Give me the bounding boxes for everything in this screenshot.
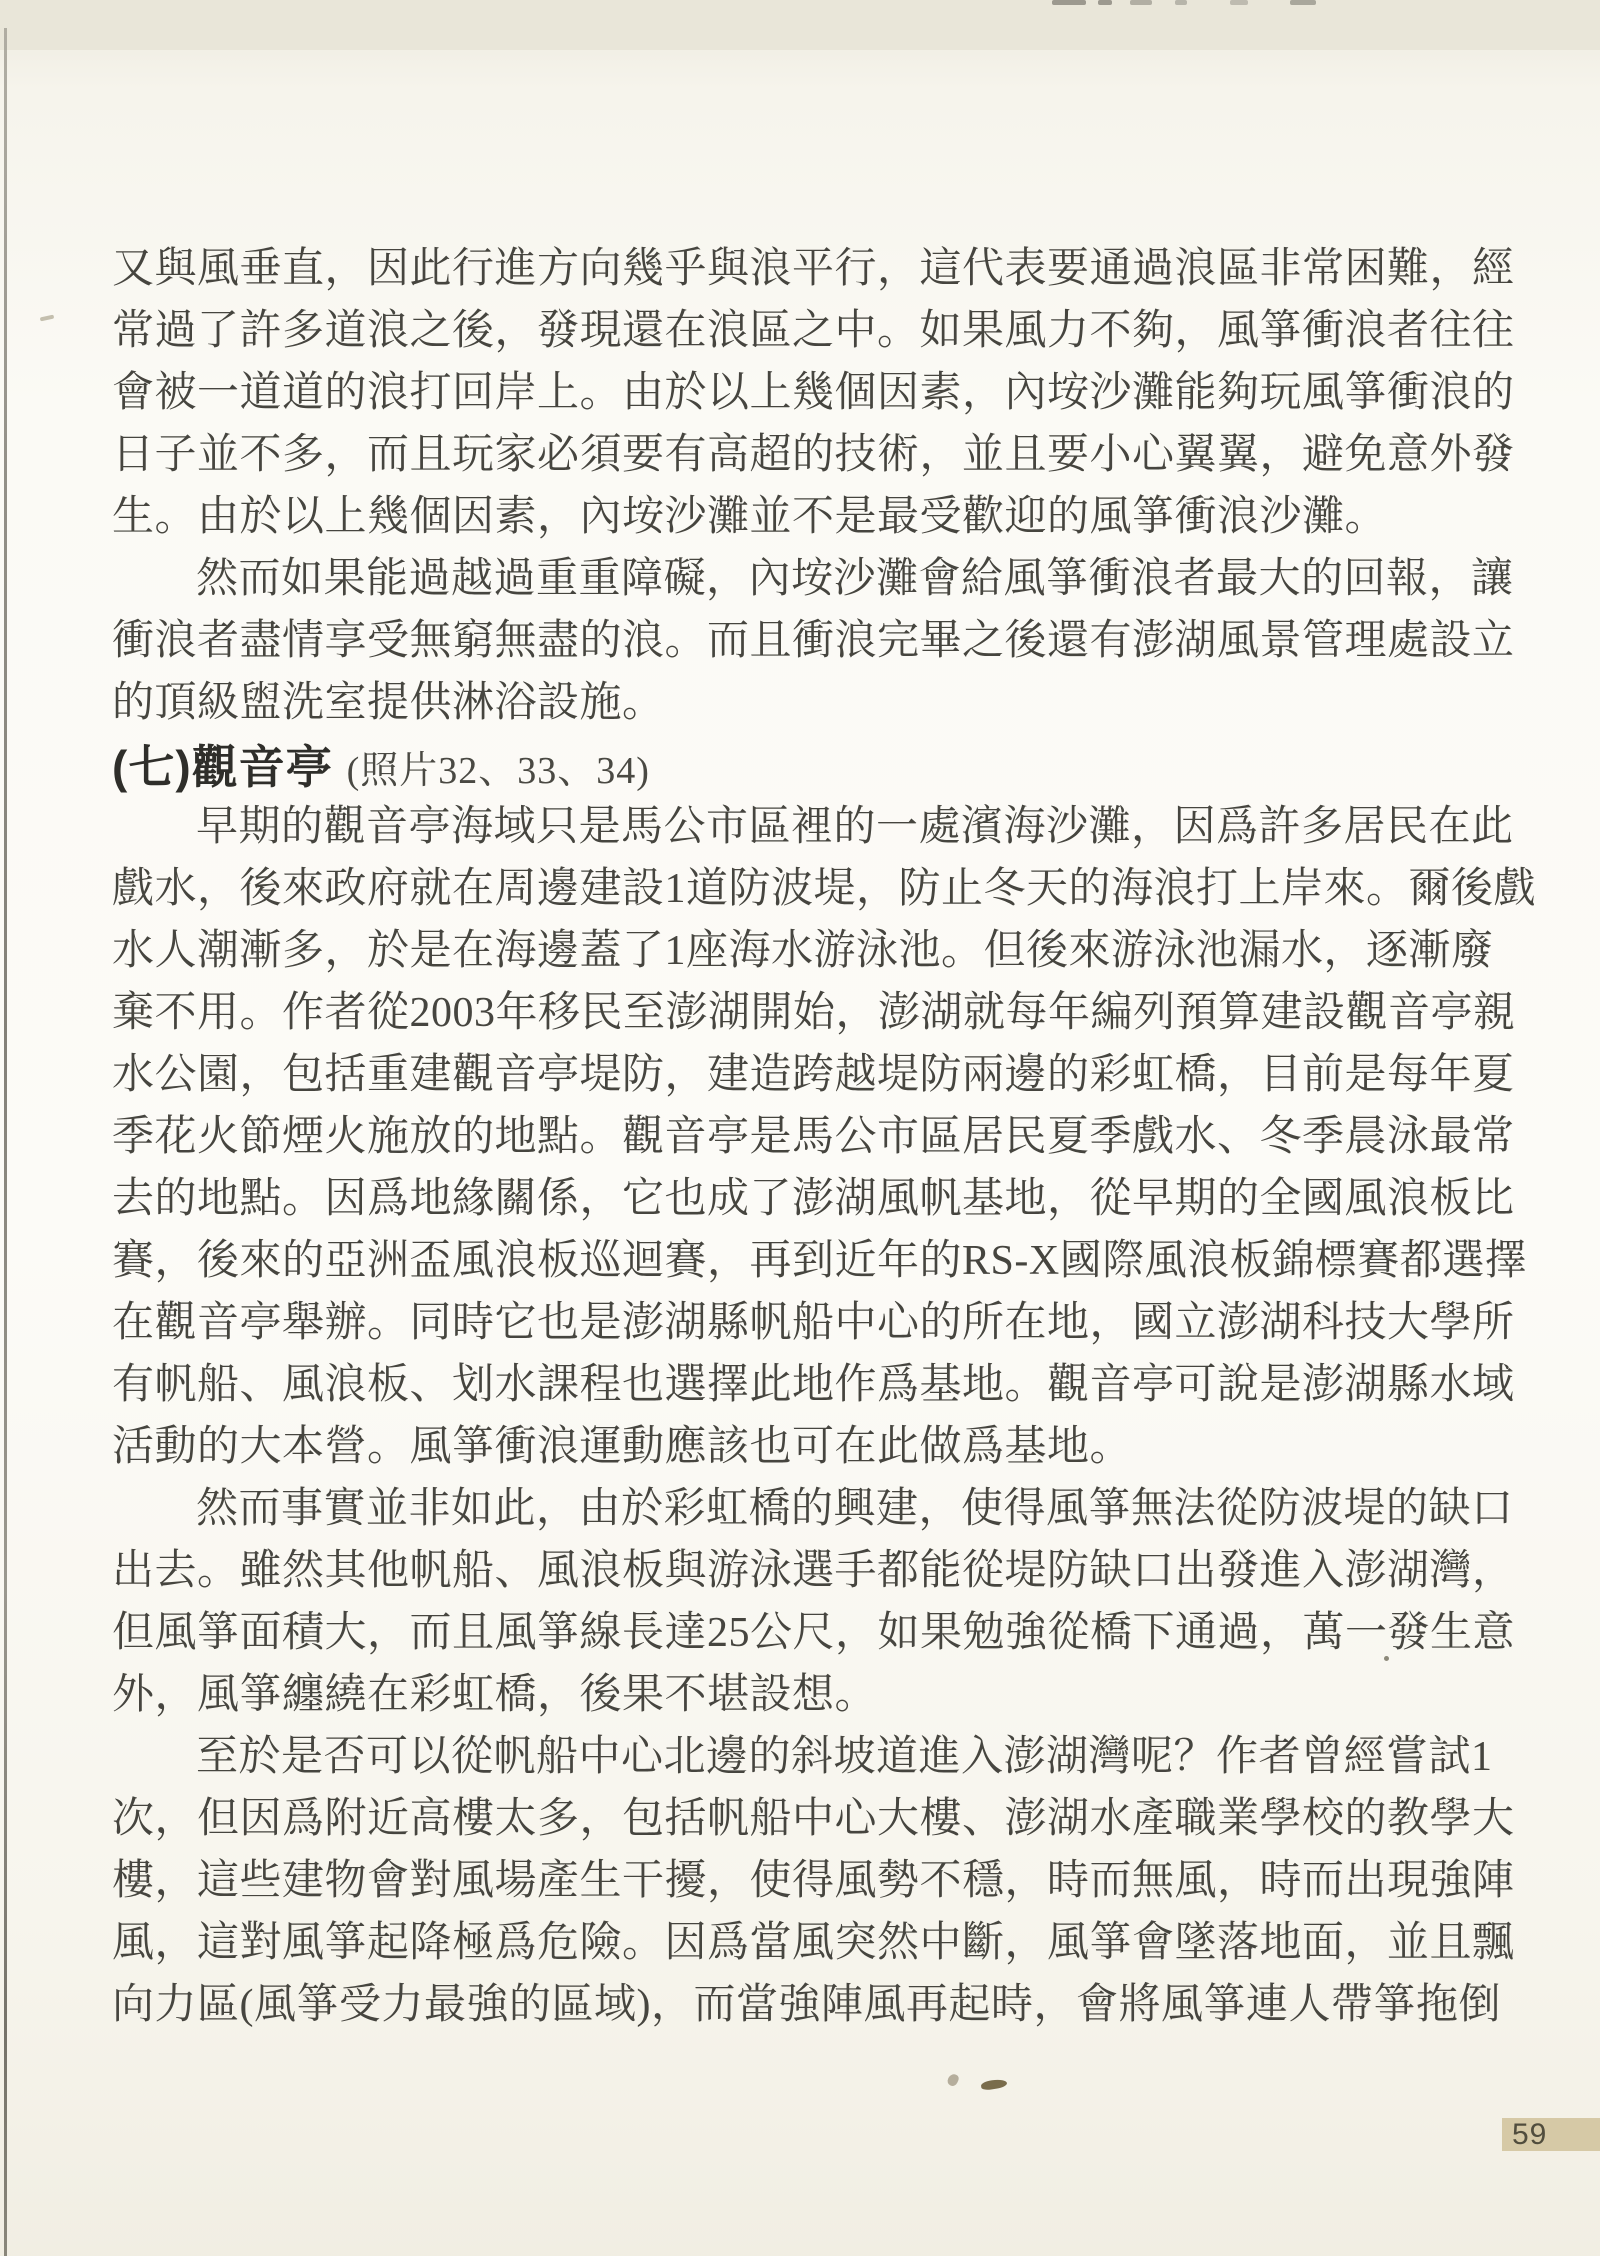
text-line: 水公園，包括重建觀音亭堤防，建造跨越堤防兩邊的彩虹橋，目前是每年夏 <box>112 1052 1515 1098</box>
text-line: 外，風箏纏繞在彩虹橋，後果不堪設想。 <box>112 1672 878 1718</box>
text-line: 生。由於以上幾個因素，內垵沙灘並不是最受歡迎的風箏衝浪沙灘。 <box>112 494 1388 540</box>
scan-artifact <box>1290 0 1316 5</box>
text-line: 風，這對風箏起降極爲危險。因爲當風突然中斷，風箏會墜落地面，並且飄 <box>112 1920 1515 1966</box>
text-line: 有帆船、風浪板、划水課程也選擇此地作爲基地。觀音亭可說是澎湖縣水域 <box>112 1362 1515 1408</box>
text-line: 樓，這些建物會對風場產生干擾，使得風勢不穩，時而無風，時而出現強陣 <box>112 1858 1515 1904</box>
text-line: 衝浪者盡情享受無窮無盡的浪。而且衝浪完畢之後還有澎湖風景管理處設立 <box>112 618 1515 664</box>
text-line: 早期的觀音亭海域只是馬公市區裡的一處濱海沙灘，因爲許多居民在此 <box>196 804 1514 850</box>
text-line: 出去。雖然其他帆船、風浪板與游泳選手都能從堤防缺口出發進入澎湖灣， <box>112 1548 1515 1594</box>
ink-smudge <box>981 2078 1008 2091</box>
text-line: 又與風垂直，因此行進方向幾乎與浪平行，這代表要通過浪區非常困難，經 <box>112 246 1515 292</box>
text-line: 去的地點。因爲地緣關係，它也成了澎湖風帆基地，從早期的全國風浪板比 <box>112 1176 1515 1222</box>
section-heading <box>112 734 1494 800</box>
scan-artifact <box>1098 0 1112 5</box>
text-line: 的頂級盥洗室提供淋浴設施。 <box>112 680 665 726</box>
text-line: 然而事實並非如此，由於彩虹橋的興建，使得風箏無法從防波堤的缺口 <box>196 1486 1514 1532</box>
text-line: 向力區(風箏受力最強的區域)，而當強陣風再起時，會將風箏連人帶箏拖倒 <box>112 1982 1501 2028</box>
scan-artifact <box>1130 0 1152 5</box>
text-line: 活動的大本營。風箏衝浪運動應該也可在此做爲基地。 <box>112 1424 1133 1470</box>
scan-speck <box>40 315 55 322</box>
text-line: 賽，後來的亞洲盃風浪板巡迴賽，再到近年的RS-X國際風浪板錦標賽都選擇 <box>112 1238 1528 1284</box>
section-heading-caption: (照片32、33、34) <box>346 750 650 792</box>
text-line: 至於是否可以從帆船中心北邊的斜坡道進入澎湖灣呢？作者曾經嘗試1 <box>196 1734 1493 1780</box>
text-line: 季花火節煙火施放的地點。觀音亭是馬公市區居民夏季戲水、冬季晨泳最常 <box>112 1114 1515 1160</box>
scan-artifact <box>1230 0 1248 5</box>
book-gutter-line <box>4 28 7 2256</box>
text-line: 然而如果能過越過重重障礙，內垵沙灘會給風箏衝浪者最大的回報，讓 <box>196 556 1514 602</box>
scan-top-band <box>0 0 1600 51</box>
page-number-badge <box>1502 2118 1600 2151</box>
text-line: 常過了許多道浪之後，發現還在浪區之中。如果風力不夠，風箏衝浪者往往 <box>112 308 1515 354</box>
scan-artifact <box>1052 0 1086 5</box>
scan-artifact <box>1175 0 1187 5</box>
text-line: 棄不用。作者從2003年移民至澎湖開始，澎湖就每年編列預算建設觀音亭親 <box>112 990 1516 1036</box>
section-heading-title: (七)觀音亭 <box>112 741 333 793</box>
text-line: 戲水，後來政府就在周邊建設1道防波堤，防止冬天的海浪打上岸來。爾後戲 <box>112 866 1537 912</box>
page-number: 59 <box>1512 2118 1548 2151</box>
text-line: 在觀音亭舉辦。同時它也是澎湖縣帆船中心的所在地，國立澎湖科技大學所 <box>112 1300 1515 1346</box>
text-line: 但風箏面積大，而且風箏線長達25公尺，如果勉強從橋下通過，萬一發生意 <box>112 1610 1516 1656</box>
text-line: 次，但因爲附近高樓太多，包括帆船中心大樓、澎湖水產職業學校的教學大 <box>112 1796 1515 1842</box>
text-line: 日子並不多，而且玩家必須要有高超的技術，並且要小心翼翼，避免意外發 <box>112 432 1515 478</box>
text-line: 會被一道道的浪打回岸上。由於以上幾個因素，內垵沙灘能夠玩風箏衝浪的 <box>112 370 1515 416</box>
text-line: 水人潮漸多，於是在海邊蓋了1座海水游泳池。但後來游泳池漏水，逐漸廢 <box>112 928 1494 974</box>
ink-smudge <box>946 2072 960 2087</box>
